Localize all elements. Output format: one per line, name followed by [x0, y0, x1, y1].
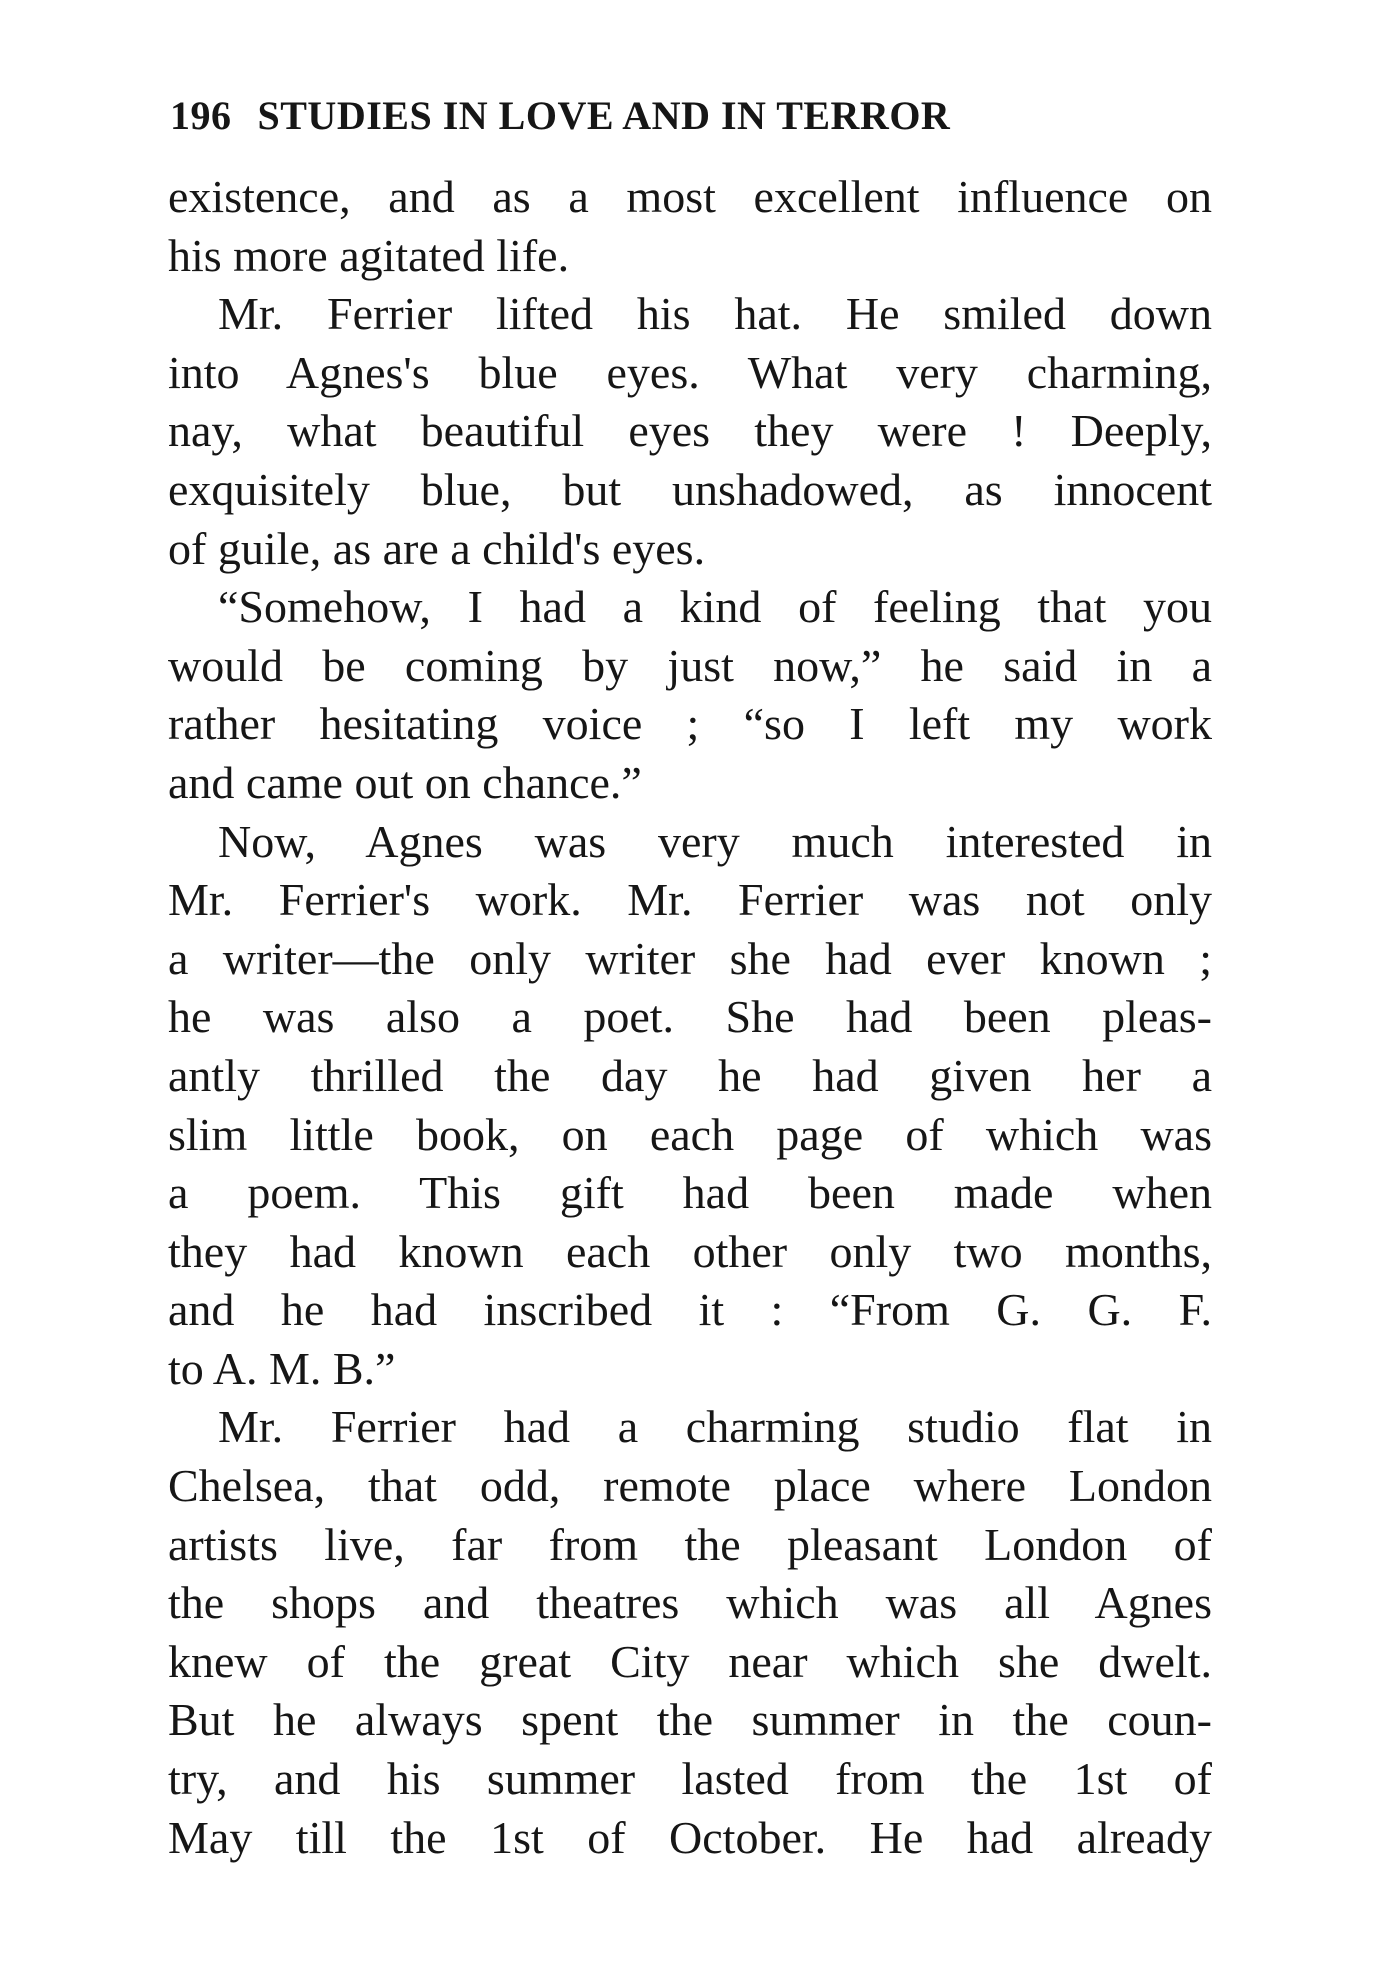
text-line: artists live, far from the pleasant London of — [168, 1518, 1212, 1570]
text-line: Chelsea, that odd, remote place where London — [168, 1460, 1212, 1512]
text-line: Mr. Ferrier lifted his hat. He smiled down — [218, 288, 1212, 340]
text-line: his more agitated life. — [168, 229, 570, 281]
text-line: a writer—the only writer she had ever known ; — [168, 932, 1212, 984]
text-line: slim little book, on each page of which was — [168, 1108, 1212, 1160]
text-line: “Somehow, I had a kind of feeling that you — [218, 581, 1212, 633]
running-head — [170, 92, 1210, 150]
text-line: a poem. This gift had been made when — [168, 1167, 1212, 1219]
text-line: into Agnes's blue eyes. What very charming, — [168, 346, 1212, 398]
text-line: But he always spent the summer in the coun- — [168, 1694, 1212, 1746]
text-line: to A. M. B.” — [168, 1342, 396, 1394]
text-line: try, and his summer lasted from the 1st of — [168, 1753, 1212, 1805]
running-title: STUDIES IN LOVE AND IN TERROR — [257, 93, 951, 138]
text-line: Now, Agnes was very much interested in — [218, 815, 1212, 867]
text-line: and came out on chance.” — [168, 756, 642, 808]
text-line: the shops and theatres which was all Agnes — [168, 1577, 1212, 1629]
text-line: he was also a poet. She had been pleas- — [168, 991, 1212, 1043]
text-line: of guile, as are a child's eyes. — [168, 522, 706, 574]
text-line: and he had inscribed it : “From G. G. F. — [168, 1284, 1212, 1336]
text-line: would be coming by just now,” he said in a — [168, 639, 1212, 691]
text-line: they had known each other only two months, — [168, 1225, 1212, 1277]
text-line: rather hesitating voice ; “so I left my work — [168, 698, 1212, 750]
body-text — [168, 168, 1212, 1867]
text-line: nay, what beautiful eyes they were ! Deeply, — [168, 405, 1212, 457]
text-line: May till the 1st of October. He had already — [168, 1811, 1212, 1863]
text-line: exquisitely blue, but unshadowed, as innocent — [168, 463, 1212, 515]
text-line: antly thrilled the day he had given her a — [168, 1049, 1212, 1101]
page-number: 196 — [170, 93, 232, 138]
text-line: existence, and as a most excellent influence on — [168, 171, 1212, 222]
text-line: Mr. Ferrier had a charming studio flat in — [218, 1401, 1212, 1453]
text-line: knew of the great City near which she dwelt. — [168, 1635, 1212, 1687]
text-line: Mr. Ferrier's work. Mr. Ferrier was not only — [168, 874, 1212, 926]
